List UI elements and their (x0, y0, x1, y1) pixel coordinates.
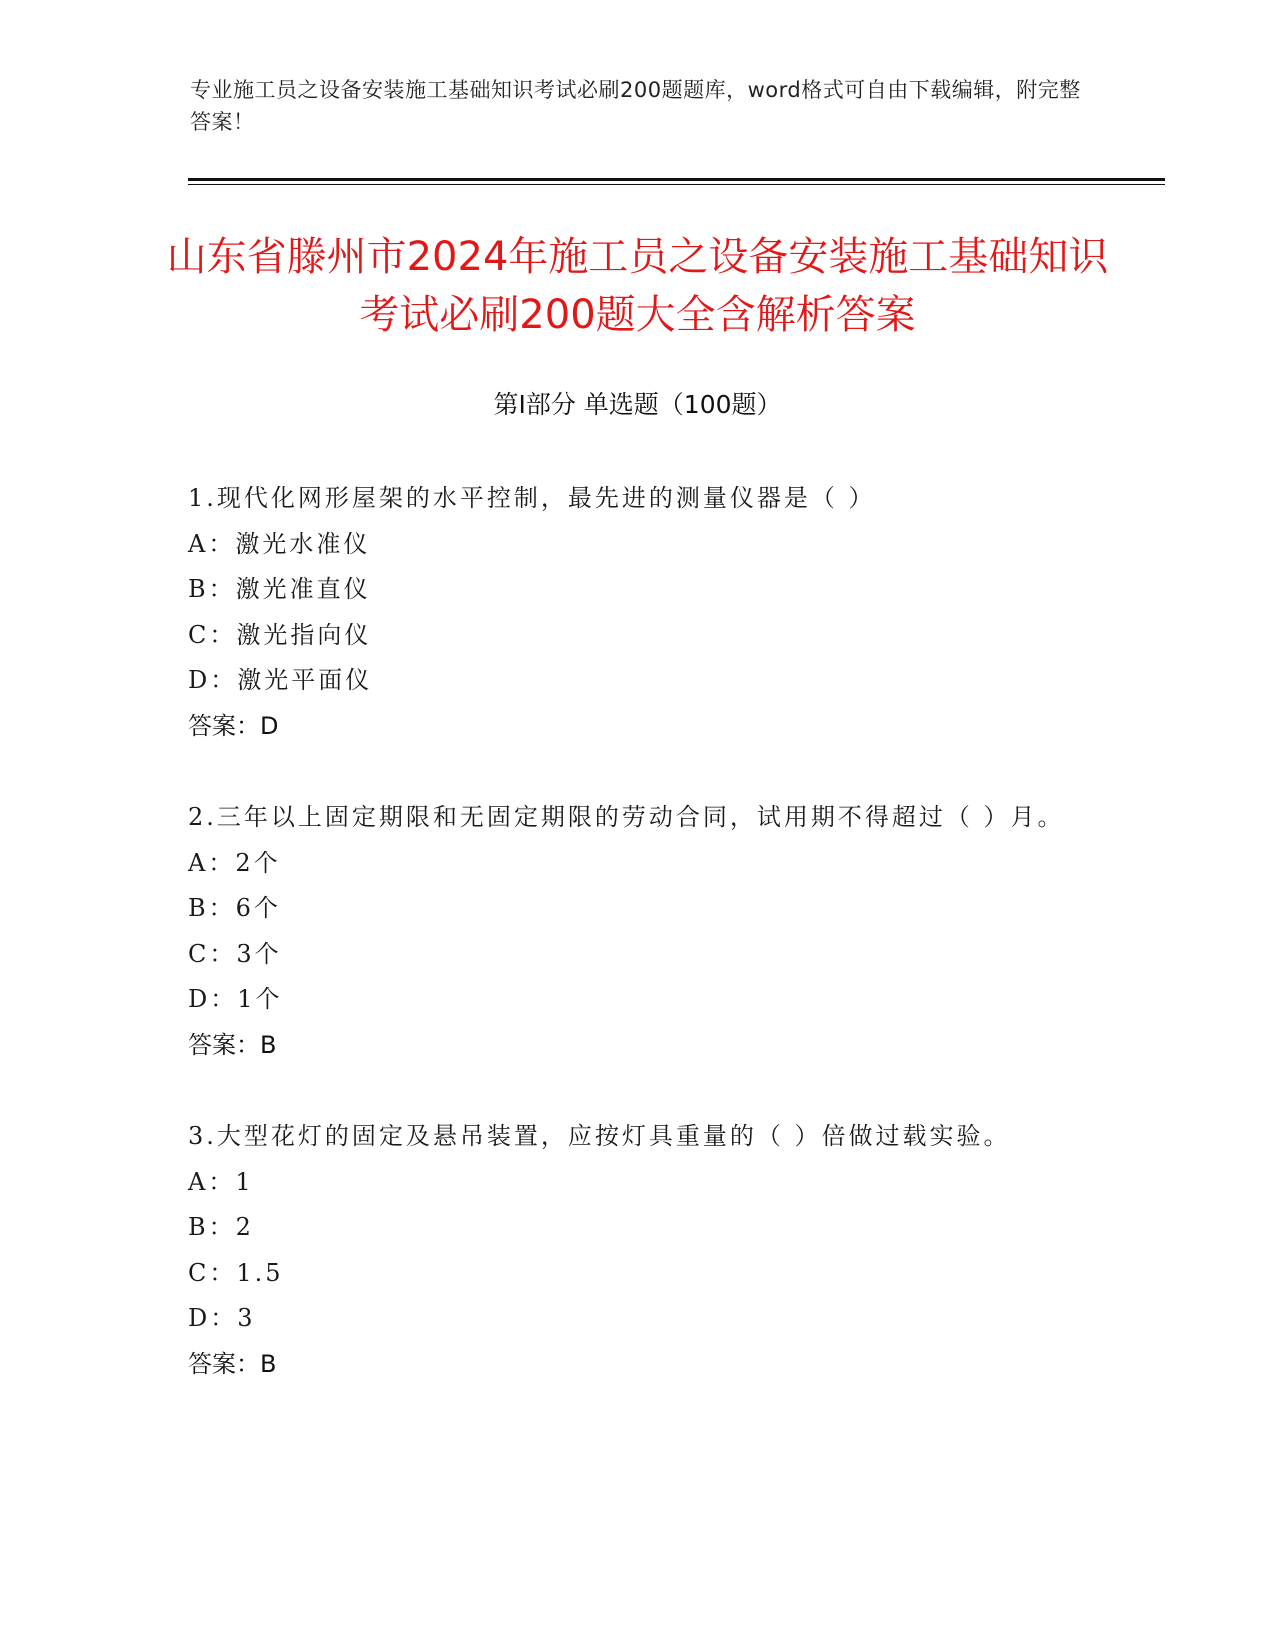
option-a: A：2个 (188, 848, 281, 877)
option-b: B：激光准直仪 (188, 575, 371, 603)
option-c: C：激光指向仪 (188, 620, 372, 649)
document-title: 山东省滕州市2024年施工员之设备安装施工基础知识考试必刷200题大全含解析答案 (166, 234, 1109, 338)
question-stem: 2.三年以上固定期限和无固定期限的劳动合同，试用期不得超过（ ）月。 (188, 803, 1065, 831)
question-stem: 1.现代化网形屋架的水平控制，最先进的测量仪器是（ ） (188, 484, 876, 512)
header-rule-thin (188, 184, 1165, 185)
question-list (188, 476, 1088, 1433)
question-stem: 3.大型花灯的固定及悬吊装置，应按灯具重量的（ ）倍做过载实验。 (188, 1122, 1011, 1150)
option-c: C：1.5 (188, 1258, 284, 1287)
answer: 答案：B (188, 1349, 277, 1378)
question-1 (188, 476, 1088, 749)
option-a: A：激光水准仪 (188, 529, 371, 558)
option-a: A：1 (188, 1167, 254, 1196)
option-b: B：6个 (188, 894, 281, 922)
question-3 (188, 1114, 1088, 1387)
section-title: 第Ⅰ部分 单选题（100题） (493, 390, 782, 419)
option-d: D：3 (188, 1304, 256, 1332)
option-d: D：激光平面仪 (188, 666, 373, 694)
answer: 答案：D (188, 711, 279, 740)
option-d: D：1个 (188, 985, 283, 1013)
header-rule-thick (188, 178, 1165, 181)
answer: 答案：B (188, 1030, 277, 1059)
option-b: B：2 (188, 1213, 254, 1241)
question-2 (188, 795, 1088, 1068)
header-note: 专业施工员之设备安装施工基础知识考试必刷200题题库，word格式可自由下载编辑，附完整答案！ (190, 78, 1081, 134)
option-c: C：3个 (188, 939, 282, 968)
